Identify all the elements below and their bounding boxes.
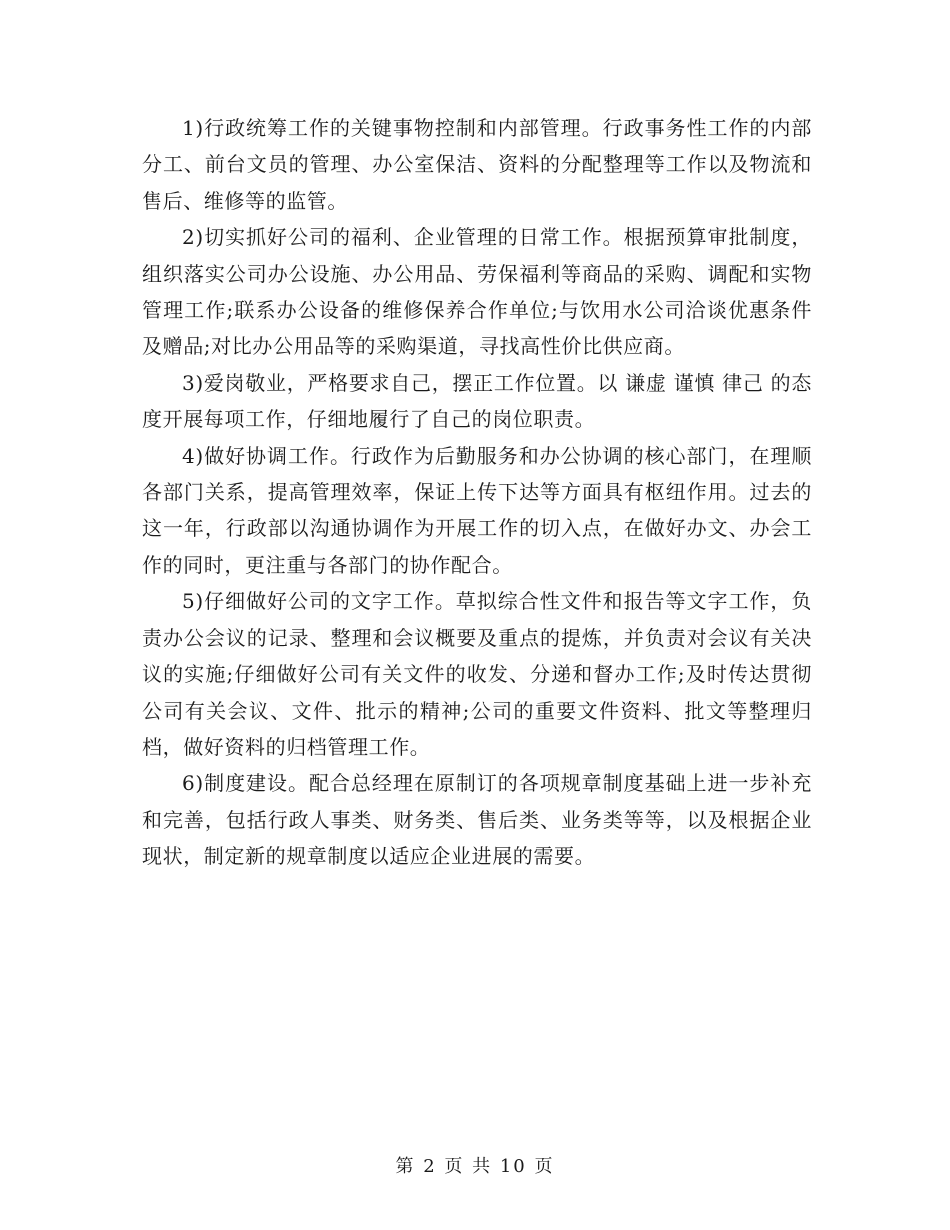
paragraph-3: 3)爱岗敬业，严格要求自己，摆正工作位置。以 谦虚 谨慎 律己 的态度开展每项工作，仔细地履行了自己的岗位职责。 xyxy=(142,370,812,432)
paragraph-6: 6)制度建设。配合总经理在原制订的各项规章制度基础上进一步补充和完善，包括行政人事类、财务类、售后类、业务类等等，以及根据企业现状，制定新的规章制度以适应企业进展的需要。 xyxy=(142,771,812,869)
paragraph-5: 5)仔细做好公司的文字工作。草拟综合性文件和报告等文字工作，负责办公会议的记录、整理和会议概要及重点的提炼，并负责对会议有关决议的实施;仔细做好公司有关文件的收发、分递和督办工作;及时传达贯彻公司有关会议、文件、批示的精神;公司的重要文件资料、批文等整理归档，做好资料的归档管理工作。 xyxy=(142,589,812,759)
paragraph-2: 2)切实抓好公司的福利、企业管理的日常工作。根据预算审批制度，组织落实公司办公设施、办公用品、劳保福利等商品的采购、调配和实物管理工作;联系办公设备的维修保养合作单位;与饮用水公司洽谈优惠条件及赠品;对比办公用品等的采购渠道，寻找高性价比供应商。 xyxy=(142,225,812,359)
paragraph-4: 4)做好协调工作。行政作为后勤服务和办公协调的核心部门，在理顺各部门关系，提高管理效率，保证上传下达等方面具有枢纽作用。过去的这一年，行政部以沟通协调作为开展工作的切入点，在做好办文、办会工作的同时，更注重与各部门的协作配合。 xyxy=(142,443,812,577)
document-body xyxy=(142,110,812,875)
paragraph-1: 1)行政统筹工作的关键事物控制和内部管理。行政事务性工作的内部分工、前台文员的管理、办公室保洁、资料的分配整理等工作以及物流和售后、维修等的监管。 xyxy=(142,116,812,213)
page-number-footer: 第 2 页 共 10 页 xyxy=(395,1156,555,1177)
